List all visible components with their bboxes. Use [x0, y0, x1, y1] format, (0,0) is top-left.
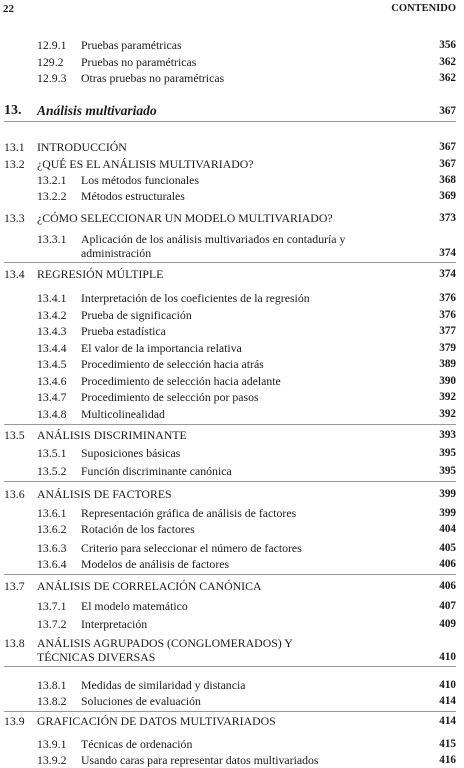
- entry-number: 13.6.4: [37, 557, 67, 571]
- entry-page: 367: [439, 158, 456, 170]
- entry-title: Rotación de los factores: [81, 522, 195, 536]
- entry-number: 13.4.7: [37, 390, 67, 404]
- entry-number: 12.9.1: [37, 38, 67, 52]
- entry-number: 13.8: [4, 636, 25, 650]
- entry-title: Pruebas paramétricas: [81, 38, 182, 52]
- entry-number: 13.5: [4, 428, 25, 442]
- entry-page: 389: [439, 358, 456, 370]
- entry-page: 377: [439, 325, 456, 337]
- entry-page: 379: [439, 342, 456, 354]
- entry-title: Análisis multivariado: [37, 103, 157, 118]
- entry-page: 395: [439, 447, 456, 459]
- section-divider: [4, 574, 456, 575]
- entry-page: 410: [439, 651, 456, 663]
- entry-page: 369: [439, 190, 456, 202]
- entry-page: 356: [439, 39, 456, 51]
- entry-title: REGRESIÓN MÚLTIPLE: [37, 267, 164, 281]
- entry-title: ¿QUÉ ES EL ANÁLISIS MULTIVARIADO?: [37, 157, 254, 171]
- entry-number: 13.7.2: [37, 617, 67, 631]
- section-divider: [4, 666, 456, 667]
- entry-page: 390: [439, 375, 456, 387]
- entry-title: Los métodos funcionales: [81, 173, 199, 187]
- entry-number: 13.8.1: [37, 678, 67, 692]
- entry-page: 374: [439, 247, 456, 259]
- entry-number: 13.2: [4, 157, 25, 171]
- entry-page: 415: [439, 738, 456, 750]
- entry-title: Pruebas no paramétricas: [81, 55, 197, 69]
- entry-number: 13.: [4, 103, 22, 118]
- entry-page: 409: [439, 618, 456, 630]
- entry-number: 13.4.5: [37, 357, 67, 371]
- entry-page: 416: [439, 754, 456, 766]
- section-divider: [4, 481, 456, 482]
- entry-title: Multicolinealidad: [81, 407, 165, 421]
- entry-title: ¿CÓMO SELECCIONAR UN MODELO MULTIVARIADO?: [37, 211, 333, 225]
- section-divider: [4, 711, 456, 712]
- entry-page: 373: [439, 212, 456, 224]
- entry-number: 13.9.1: [37, 737, 67, 751]
- entry-number: 13.4.8: [37, 407, 67, 421]
- entry-number: 13.8.2: [37, 694, 67, 708]
- entry-number: 13.9.2: [37, 753, 67, 767]
- section-divider: [4, 121, 456, 122]
- entry-page: 410: [439, 679, 456, 691]
- entry-number: 129.2: [37, 55, 64, 69]
- entry-title: GRAFICACIÓN DE DATOS MULTIVARIADOS: [37, 714, 276, 728]
- entry-title: Prueba estadística: [81, 324, 166, 338]
- section-divider: [4, 424, 456, 425]
- entry-title: El valor de la importancia relativa: [81, 341, 242, 355]
- entry-page: 405: [439, 542, 456, 554]
- entry-title: ANÁLISIS DE FACTORES: [37, 487, 172, 501]
- entry-page: 362: [439, 56, 456, 68]
- entry-title: Función discriminante canónica: [81, 464, 232, 478]
- entry-number: 13.7: [4, 579, 25, 593]
- entry-title: Procedimiento de selección hacia atrás: [81, 357, 264, 371]
- entry-number: 13.5.1: [37, 446, 67, 460]
- entry-number: 13.2.2: [37, 189, 67, 203]
- entry-title: Usando caras para representar datos multivariados: [81, 753, 319, 767]
- entry-title: Medidas de similaridad y distancia: [81, 678, 246, 692]
- entry-page: 376: [439, 309, 456, 321]
- entry-number: 13.2.1: [37, 173, 67, 187]
- entry-title: Procedimiento de selección hacia adelante: [81, 374, 281, 388]
- entry-page: 362: [439, 72, 456, 84]
- entry-title: El modelo matemático: [81, 599, 188, 613]
- entry-title: Representación gráfica de análisis de factores: [81, 506, 297, 520]
- entry-title: Modelos de análisis de factores: [81, 557, 230, 571]
- entry-number: 13.3.1: [37, 232, 67, 246]
- entry-title: ANÁLISIS DE CORRELACIÓN CANÓNICA: [37, 579, 262, 593]
- entry-title: Prueba de significación: [81, 308, 192, 322]
- entry-title: Suposiciones básicas: [81, 446, 181, 460]
- entry-title: Métodos estructurales: [81, 189, 185, 203]
- entry-page: 414: [439, 715, 456, 727]
- entry-page: 395: [439, 465, 456, 477]
- entry-number: 13.9: [4, 714, 25, 728]
- page-number: 22: [3, 3, 14, 15]
- entry-number: 13.4: [4, 267, 25, 281]
- entry-page: 393: [439, 429, 456, 441]
- entry-title: INTRODUCCIÓN: [37, 140, 127, 154]
- entry-page: 404: [439, 523, 456, 535]
- entry-number: 13.4.1: [37, 291, 67, 305]
- entry-number: 13.4.2: [37, 308, 67, 322]
- entry-number: 12.9.3: [37, 71, 67, 85]
- entry-number: 13.4.4: [37, 341, 67, 355]
- entry-title: Aplicación de los análisis multivariados en contaduría y administración: [81, 232, 346, 260]
- section-divider: [4, 262, 456, 263]
- entry-page: 374: [439, 268, 456, 280]
- entry-title: Soluciones de evaluación: [81, 694, 201, 708]
- entry-title: Técnicas de ordenación: [81, 737, 193, 751]
- entry-page: 406: [439, 558, 456, 570]
- entry-page: 368: [439, 174, 456, 186]
- entry-title: Procedimiento de selección por pasos: [81, 390, 259, 404]
- entry-title: ANÁLISIS AGRUPADOS (CONGLOMERADOS) Y TÉCNICAS DIVERSAS: [37, 636, 293, 664]
- entry-number: 13.6.2: [37, 522, 67, 536]
- entry-number: 13.7.1: [37, 599, 67, 613]
- entry-number: 13.6: [4, 487, 25, 501]
- entry-page: 392: [439, 391, 456, 403]
- entry-page: 414: [439, 695, 456, 707]
- entry-number: 13.6.3: [37, 541, 67, 555]
- entry-page: 376: [439, 292, 456, 304]
- entry-number: 13.4.3: [37, 324, 67, 338]
- entry-page: 399: [439, 488, 456, 500]
- entry-number: 13.6.1: [37, 506, 67, 520]
- entry-number: 13.1: [4, 140, 25, 154]
- entry-page: 367: [439, 141, 456, 153]
- entry-page: 392: [439, 408, 456, 420]
- running-title: CONTENIDO: [391, 3, 456, 14]
- entry-number: 13.5.2: [37, 464, 67, 478]
- entry-page: 406: [439, 580, 456, 592]
- entry-title: Otras pruebas no paramétricas: [81, 71, 225, 85]
- entry-title: Interpretación de los coeficientes de la regresión: [81, 291, 310, 305]
- entry-page: 367: [439, 105, 456, 117]
- entry-title: ANÁLISIS DISCRIMINANTE: [37, 428, 187, 442]
- entry-number: 13.4.6: [37, 374, 67, 388]
- entry-number: 13.3: [4, 211, 25, 225]
- entry-title: Interpretación: [81, 617, 148, 631]
- entry-title: Criterio para seleccionar el número de factores: [81, 541, 302, 555]
- entry-page: 399: [439, 507, 456, 519]
- entry-page: 407: [439, 600, 456, 612]
